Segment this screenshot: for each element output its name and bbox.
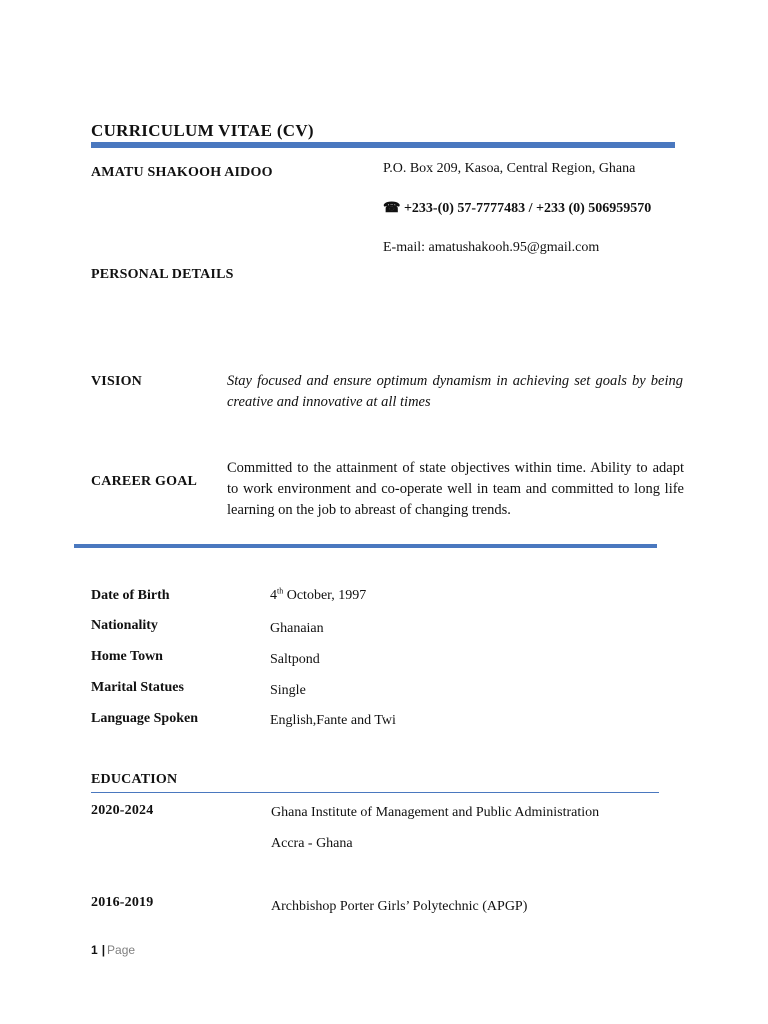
phone-line: [383, 200, 651, 217]
education-years: 2016-2019: [91, 895, 154, 910]
education-rule: [91, 792, 659, 793]
postal-address: P.O. Box 209, Kasoa, Central Region, Ghana: [383, 161, 636, 176]
page-footer: [91, 943, 135, 957]
language-label: Language Spoken: [91, 711, 198, 726]
marital-label: Marital Statues: [91, 680, 184, 695]
career-goal-label: CAREER GOAL: [91, 474, 198, 489]
education-years: 2020-2024: [91, 803, 154, 818]
vision-label: VISION: [91, 374, 142, 389]
title-rule: [91, 142, 675, 148]
nationality-label: Nationality: [91, 618, 158, 633]
page-label: Page: [107, 943, 136, 957]
career-goal-text: Committed to the attainment of state objectives within time. Ability to adapt to work environment and co-operate well in team and committed to long life learning on the job to abreast of changing trends.: [227, 460, 684, 518]
hometown-value: Saltpond: [270, 652, 320, 667]
applicant-name: AMATU SHAKOOH AIDOO: [91, 165, 273, 180]
section-rule: [74, 544, 657, 548]
education-institution: Archbishop Porter Girls’ Polytechnic (APGP): [271, 899, 528, 914]
language-value: English,Fante and Twi: [270, 713, 396, 728]
personal-details-heading: PERSONAL DETAILS: [91, 267, 234, 282]
hometown-label: Home Town: [91, 649, 163, 664]
dob-suffix: th: [277, 586, 284, 596]
nationality-value: Ghanaian: [270, 621, 324, 636]
dob-label: Date of Birth: [91, 588, 170, 603]
dob-day: 4: [270, 588, 277, 603]
phone-icon: ☎: [383, 201, 401, 216]
dob-rest: October, 1997: [283, 588, 367, 603]
education-institution: Ghana Institute of Management and Public Administration: [271, 805, 600, 820]
footer-separator: |: [101, 943, 106, 957]
education-location: Accra - Ghana: [271, 836, 353, 851]
page-number: 1: [91, 943, 98, 957]
dob-value: [270, 588, 366, 604]
phone-number: +233-(0) 57-7777483 / +233 (0) 506959570: [403, 201, 652, 216]
vision-text: Stay focused and ensure optimum dynamism in achieving set goals by being creative and innovative at all times: [227, 373, 683, 410]
marital-value: Single: [270, 683, 306, 698]
email-address[interactable]: E-mail: amatushakooh.95@gmail.com: [383, 240, 600, 255]
education-heading: EDUCATION: [91, 772, 178, 787]
cv-title: CURRICULUM VITAE (CV): [91, 121, 314, 140]
